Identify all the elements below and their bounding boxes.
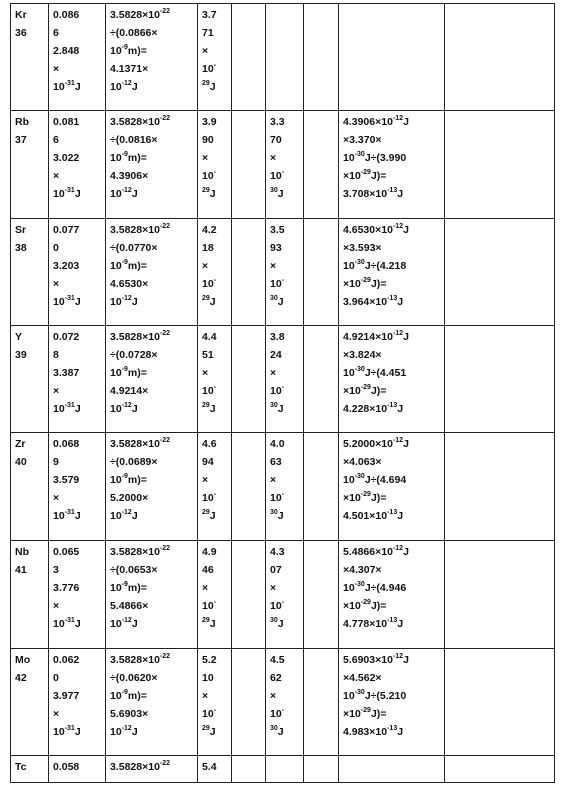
cell-line: $10^{-31}J$ — [53, 508, 81, 522]
cell-line: $10^{-31}J$ — [53, 186, 81, 200]
cell-line: 4.4 — [202, 331, 217, 343]
table-cell — [49, 649, 106, 756]
cell-line: 10- — [202, 598, 217, 612]
cell-line: 3.776 — [53, 582, 80, 594]
cell-line: 5.4866× — [110, 600, 149, 612]
cell-line: 9 — [53, 456, 59, 468]
cell-line: 36 — [15, 27, 27, 39]
cell-line: ÷(0.0866× — [110, 27, 158, 39]
table-cell — [49, 4, 106, 111]
cell-line: × — [202, 582, 209, 594]
cell-line: × — [53, 600, 60, 612]
cell-line: $3.5828\times 10^{-22}$ — [110, 436, 171, 450]
cell-line: 10- — [270, 168, 285, 182]
cell-line: 39 — [15, 349, 27, 361]
cell-line: × — [202, 474, 209, 486]
table-cell — [106, 219, 198, 326]
cell-line: 10- — [202, 490, 217, 504]
cell-line: Rb — [15, 116, 29, 128]
cell-line: $4.228\times 10^{-13}J$ — [343, 401, 404, 415]
cell-line: × — [270, 367, 277, 379]
table-cell — [339, 756, 445, 783]
cell-line: $10^{-30}J\div(4.946$ — [343, 580, 407, 594]
cell-line: Kr — [15, 9, 27, 21]
cell-line: $^{30}$J — [270, 724, 284, 738]
cell-line: × — [202, 690, 209, 702]
cell-line: $10^{-12}J$ — [110, 724, 138, 738]
cell-line: 4.9214× — [110, 385, 149, 397]
cell-line: × — [53, 278, 60, 290]
cell-line: 41 — [15, 564, 27, 576]
cell-line: ×4.562× — [343, 672, 382, 684]
table-row — [11, 649, 555, 756]
table-cell — [445, 219, 555, 326]
cell-line: $3.5828\times 10^{-22}$ — [110, 114, 171, 128]
cell-line: 62 — [270, 672, 282, 684]
table-cell — [106, 649, 198, 756]
table-cell — [232, 4, 266, 111]
cell-line: $\times 10^{-29}J)=$ — [343, 706, 387, 720]
cell-line: $10^{-9}m)=$ — [110, 472, 147, 486]
cell-line: 8 — [53, 349, 59, 361]
table-cell — [304, 649, 339, 756]
cell-line: $10^{-9}m)=$ — [110, 258, 147, 272]
table-cell — [445, 4, 555, 111]
cell-line: $10^{-30}J\div(4.694$ — [343, 472, 407, 486]
cell-line: $^{30}$J — [270, 294, 284, 308]
table-row — [11, 219, 555, 326]
cell-line: × — [270, 582, 277, 594]
cell-line: $^{29}$J — [202, 616, 216, 630]
table-cell — [266, 4, 304, 111]
cell-line: $10^{-9}m)=$ — [110, 365, 147, 379]
cell-line: $3.5828\times 10^{-22}$ — [110, 652, 171, 666]
table-cell — [106, 541, 198, 649]
table-cell — [304, 219, 339, 326]
table-cell — [232, 111, 266, 219]
cell-line: 3.8 — [270, 331, 285, 343]
cell-line: $\times 10^{-29}J)=$ — [343, 168, 387, 182]
table-cell — [49, 219, 106, 326]
table-row — [11, 541, 555, 649]
cell-line: $4.778\times 10^{-13}J$ — [343, 616, 404, 630]
cell-line: 5.4 — [202, 761, 217, 773]
table-cell — [445, 649, 555, 756]
cell-line: 10- — [202, 168, 217, 182]
cell-line: 40 — [15, 456, 27, 468]
table-cell — [232, 649, 266, 756]
table-cell — [445, 111, 555, 219]
element-cell — [11, 433, 49, 541]
cell-line: ÷(0.0816× — [110, 134, 158, 146]
cell-line: $3.5828\times 10^{-22}$ — [110, 7, 171, 21]
table-cell — [232, 433, 266, 541]
cell-line: ×4.307× — [343, 564, 382, 576]
cell-line: $^{30}$J — [270, 401, 284, 415]
table-cell — [198, 219, 232, 326]
cell-line: 10- — [270, 706, 285, 720]
cell-line: 10- — [202, 383, 217, 397]
table-cell — [445, 433, 555, 541]
table-cell — [198, 756, 232, 783]
cell-line: × — [202, 367, 209, 379]
cell-line: $10^{-9}m)=$ — [110, 43, 147, 57]
cell-line: 63 — [270, 456, 282, 468]
cell-line: $10^{-30}J\div(5.210$ — [343, 688, 407, 702]
cell-line: 0.077 — [53, 224, 80, 236]
element-cell — [11, 326, 49, 433]
cell-line: 51 — [202, 349, 214, 361]
cell-line: ÷(0.0770× — [110, 242, 158, 254]
cell-line: $^{29}$J — [202, 401, 216, 415]
cell-line: $4.6530\times 10^{-12}J$ — [343, 222, 409, 236]
cell-line: $10^{-12}J$ — [110, 186, 138, 200]
table-cell — [198, 111, 232, 219]
cell-line: 4.3 — [270, 546, 285, 558]
cell-line: 10- — [270, 383, 285, 397]
cell-line: Y — [15, 331, 23, 343]
cell-line: 3.022 — [53, 152, 80, 164]
cell-line: 0.068 — [53, 438, 80, 450]
cell-line: $10^{-31}J$ — [53, 401, 81, 415]
cell-line: Tc — [15, 761, 27, 773]
table-cell — [304, 433, 339, 541]
table-row — [11, 111, 555, 219]
cell-line: 3.387 — [53, 367, 80, 379]
table-cell — [339, 433, 445, 541]
cell-line: $^{29}$J — [202, 186, 216, 200]
cell-line: $4.983\times 10^{-13}J$ — [343, 724, 404, 738]
element-cell — [11, 649, 49, 756]
table-row — [11, 4, 555, 111]
cell-line: $\times 10^{-29}J)=$ — [343, 598, 387, 612]
table-cell — [106, 326, 198, 433]
cell-line: 94 — [202, 456, 214, 468]
cell-line: $10^{-12}J$ — [110, 616, 138, 630]
cell-line: 0.072 — [53, 331, 80, 343]
cell-line: × — [53, 708, 60, 720]
cell-line: 0.065 — [53, 546, 80, 558]
cell-line: $3.5828\times 10^{-22}$ — [110, 222, 171, 236]
table-cell — [445, 756, 555, 783]
cell-line: 3.5 — [270, 224, 285, 236]
cell-line: 37 — [15, 134, 27, 146]
cell-line: 4.9 — [202, 546, 217, 558]
element-cell — [11, 219, 49, 326]
cell-line: 3.3 — [270, 116, 285, 128]
cell-line: 0.086 — [53, 9, 80, 21]
table-cell — [232, 326, 266, 433]
cell-line: × — [202, 45, 209, 57]
cell-line: 10 — [202, 672, 214, 684]
cell-line: × — [53, 492, 60, 504]
cell-line: 3.7 — [202, 9, 217, 21]
table-cell — [198, 433, 232, 541]
cell-line: $4.9214\times 10^{-12}J$ — [343, 329, 409, 343]
cell-line: × — [202, 152, 209, 164]
cell-line: $10^{-12}J$ — [110, 508, 138, 522]
table-cell — [198, 4, 232, 111]
table-body — [11, 4, 555, 783]
cell-line: $^{30}$J — [270, 616, 284, 630]
table-cell — [304, 756, 339, 783]
table-cell — [339, 4, 445, 111]
table-cell — [266, 219, 304, 326]
table-row — [11, 326, 555, 433]
cell-line: × — [270, 690, 277, 702]
cell-line: 4.0 — [270, 438, 285, 450]
cell-line: $^{29}$J — [202, 508, 216, 522]
cell-line: $10^{-31}J$ — [53, 724, 81, 738]
cell-line: 4.6 — [202, 438, 217, 450]
cell-line: × — [270, 260, 277, 272]
cell-line: $5.6903\times 10^{-12}J$ — [343, 652, 409, 666]
table-row — [11, 433, 555, 541]
cell-line: 0.062 — [53, 654, 80, 666]
table-cell — [266, 756, 304, 783]
cell-line: ×4.063× — [343, 456, 382, 468]
table-cell — [106, 756, 198, 783]
cell-line: Nb — [15, 546, 29, 558]
cell-line: $5.2000\times 10^{-12}J$ — [343, 436, 409, 450]
cell-line: 46 — [202, 564, 214, 576]
table-cell — [266, 433, 304, 541]
cell-line: $3.708\times 10^{-13}J$ — [343, 186, 404, 200]
cell-line: 10- — [202, 706, 217, 720]
table-cell — [106, 433, 198, 541]
table-cell — [304, 4, 339, 111]
table-cell — [339, 541, 445, 649]
table-cell — [339, 326, 445, 433]
cell-line: Sr — [15, 224, 27, 236]
cell-line: $3.5828\times 10^{-22}$ — [110, 759, 171, 773]
cell-line: 0 — [53, 672, 59, 684]
element-cell — [11, 4, 49, 111]
table-cell — [198, 649, 232, 756]
cell-line: $3.5828\times 10^{-22}$ — [110, 329, 171, 343]
cell-line: 0 — [53, 242, 59, 254]
cell-line: × — [202, 260, 209, 272]
table-cell — [339, 649, 445, 756]
cell-line: $10^{-31}J$ — [53, 616, 81, 630]
cell-line: × — [53, 385, 60, 397]
cell-line: $10^{-30}J\div(3.990$ — [343, 150, 407, 164]
table-cell — [232, 541, 266, 649]
cell-line: 71 — [202, 27, 214, 39]
cell-line: × — [53, 170, 60, 182]
cell-line: $10^{-9}m)=$ — [110, 580, 147, 594]
table-cell — [49, 756, 106, 783]
cell-line: $10^{-31}J$ — [53, 294, 81, 308]
cell-line: ÷(0.0653× — [110, 564, 158, 576]
cell-line: 93 — [270, 242, 282, 254]
cell-line: Zr — [15, 438, 26, 450]
cell-line: ÷(0.0728× — [110, 349, 158, 361]
table-cell — [266, 326, 304, 433]
table-cell — [304, 326, 339, 433]
cell-line: 38 — [15, 242, 27, 254]
cell-line: × — [270, 152, 277, 164]
element-energy-table — [10, 3, 555, 783]
cell-line: 42 — [15, 672, 27, 684]
table-cell — [339, 219, 445, 326]
cell-line: 4.1371× — [110, 63, 149, 75]
cell-line: 3 — [53, 564, 59, 576]
table-cell — [339, 111, 445, 219]
cell-line: $3.964\times 10^{-13}J$ — [343, 294, 404, 308]
table-row — [11, 756, 555, 783]
cell-line: 3.9 — [202, 116, 217, 128]
cell-line: ×3.370× — [343, 134, 382, 146]
cell-line: $10^{-12}J$ — [110, 401, 138, 415]
table-cell — [266, 111, 304, 219]
table-cell — [106, 4, 198, 111]
cell-line: $10^{-9}m)=$ — [110, 150, 147, 164]
element-cell — [11, 541, 49, 649]
cell-line: 10- — [270, 598, 285, 612]
table-cell — [304, 541, 339, 649]
cell-line: ×3.593× — [343, 242, 382, 254]
cell-line: $10^{-30}J\div(4.451$ — [343, 365, 407, 379]
table-cell — [445, 541, 555, 649]
cell-line: $10^{-12}J$ — [110, 294, 138, 308]
cell-line: 2.848 — [53, 45, 80, 57]
cell-line: $^{30}$J — [270, 186, 284, 200]
table-cell — [304, 111, 339, 219]
cell-line: $^{29}$J — [202, 79, 216, 93]
cell-line: $4.3906\times 10^{-12}J$ — [343, 114, 409, 128]
cell-line: $3.5828\times 10^{-22}$ — [110, 544, 171, 558]
cell-line: 18 — [202, 242, 214, 254]
cell-line: $^{29}$J — [202, 294, 216, 308]
cell-line: $10^{-31}J$ — [53, 79, 81, 93]
cell-line: 10- — [202, 276, 217, 290]
cell-line: $^{29}$J — [202, 724, 216, 738]
cell-line: ÷(0.0689× — [110, 456, 158, 468]
cell-line: 5.2000× — [110, 492, 149, 504]
cell-line: $\times 10^{-29}J)=$ — [343, 276, 387, 290]
table-cell — [49, 433, 106, 541]
table-cell — [232, 219, 266, 326]
cell-line: 5.6903× — [110, 708, 149, 720]
cell-line: 0.058 — [53, 761, 80, 773]
cell-line: $\times 10^{-29}J)=$ — [343, 490, 387, 504]
table-cell — [49, 541, 106, 649]
cell-line: 90 — [202, 134, 214, 146]
cell-line: $^{30}$J — [270, 508, 284, 522]
cell-line: 0.081 — [53, 116, 80, 128]
table-cell — [49, 111, 106, 219]
cell-line: × — [53, 63, 60, 75]
cell-line: 24 — [270, 349, 282, 361]
element-cell — [11, 111, 49, 219]
cell-line: 4.6530× — [110, 278, 149, 290]
cell-line: 10- — [270, 490, 285, 504]
table-cell — [106, 111, 198, 219]
cell-line: $10^{-30}J\div(4.218$ — [343, 258, 407, 272]
cell-line: 07 — [270, 564, 282, 576]
cell-line: 5.2 — [202, 654, 217, 666]
table-cell — [266, 541, 304, 649]
cell-line: ÷(0.0620× — [110, 672, 158, 684]
cell-line: Mo — [15, 654, 31, 666]
table-cell — [266, 649, 304, 756]
table-cell — [445, 326, 555, 433]
element-cell — [11, 756, 49, 783]
cell-line: × — [270, 474, 277, 486]
cell-line: 3.977 — [53, 690, 80, 702]
table-cell — [49, 326, 106, 433]
table-cell — [232, 756, 266, 783]
table-cell — [198, 326, 232, 433]
cell-line: $10^{-12}J$ — [110, 79, 138, 93]
cell-line: $10^{-9}m)=$ — [110, 688, 147, 702]
cell-line: 3.203 — [53, 260, 80, 272]
cell-line: $5.4866\times 10^{-12}J$ — [343, 544, 409, 558]
cell-line: 4.5 — [270, 654, 285, 666]
cell-line: 6 — [53, 27, 59, 39]
cell-line: 70 — [270, 134, 282, 146]
cell-line: 3.579 — [53, 474, 80, 486]
cell-line: $\times 10^{-29}J)=$ — [343, 383, 387, 397]
cell-line: 4.2 — [202, 224, 217, 236]
cell-line: 10- — [270, 276, 285, 290]
cell-line: 10- — [202, 61, 217, 75]
cell-line: 6 — [53, 134, 59, 146]
cell-line: 4.3906× — [110, 170, 149, 182]
cell-line: ×3.824× — [343, 349, 382, 361]
cell-line: $4.501\times 10^{-13}J$ — [343, 508, 404, 522]
table-cell — [198, 541, 232, 649]
